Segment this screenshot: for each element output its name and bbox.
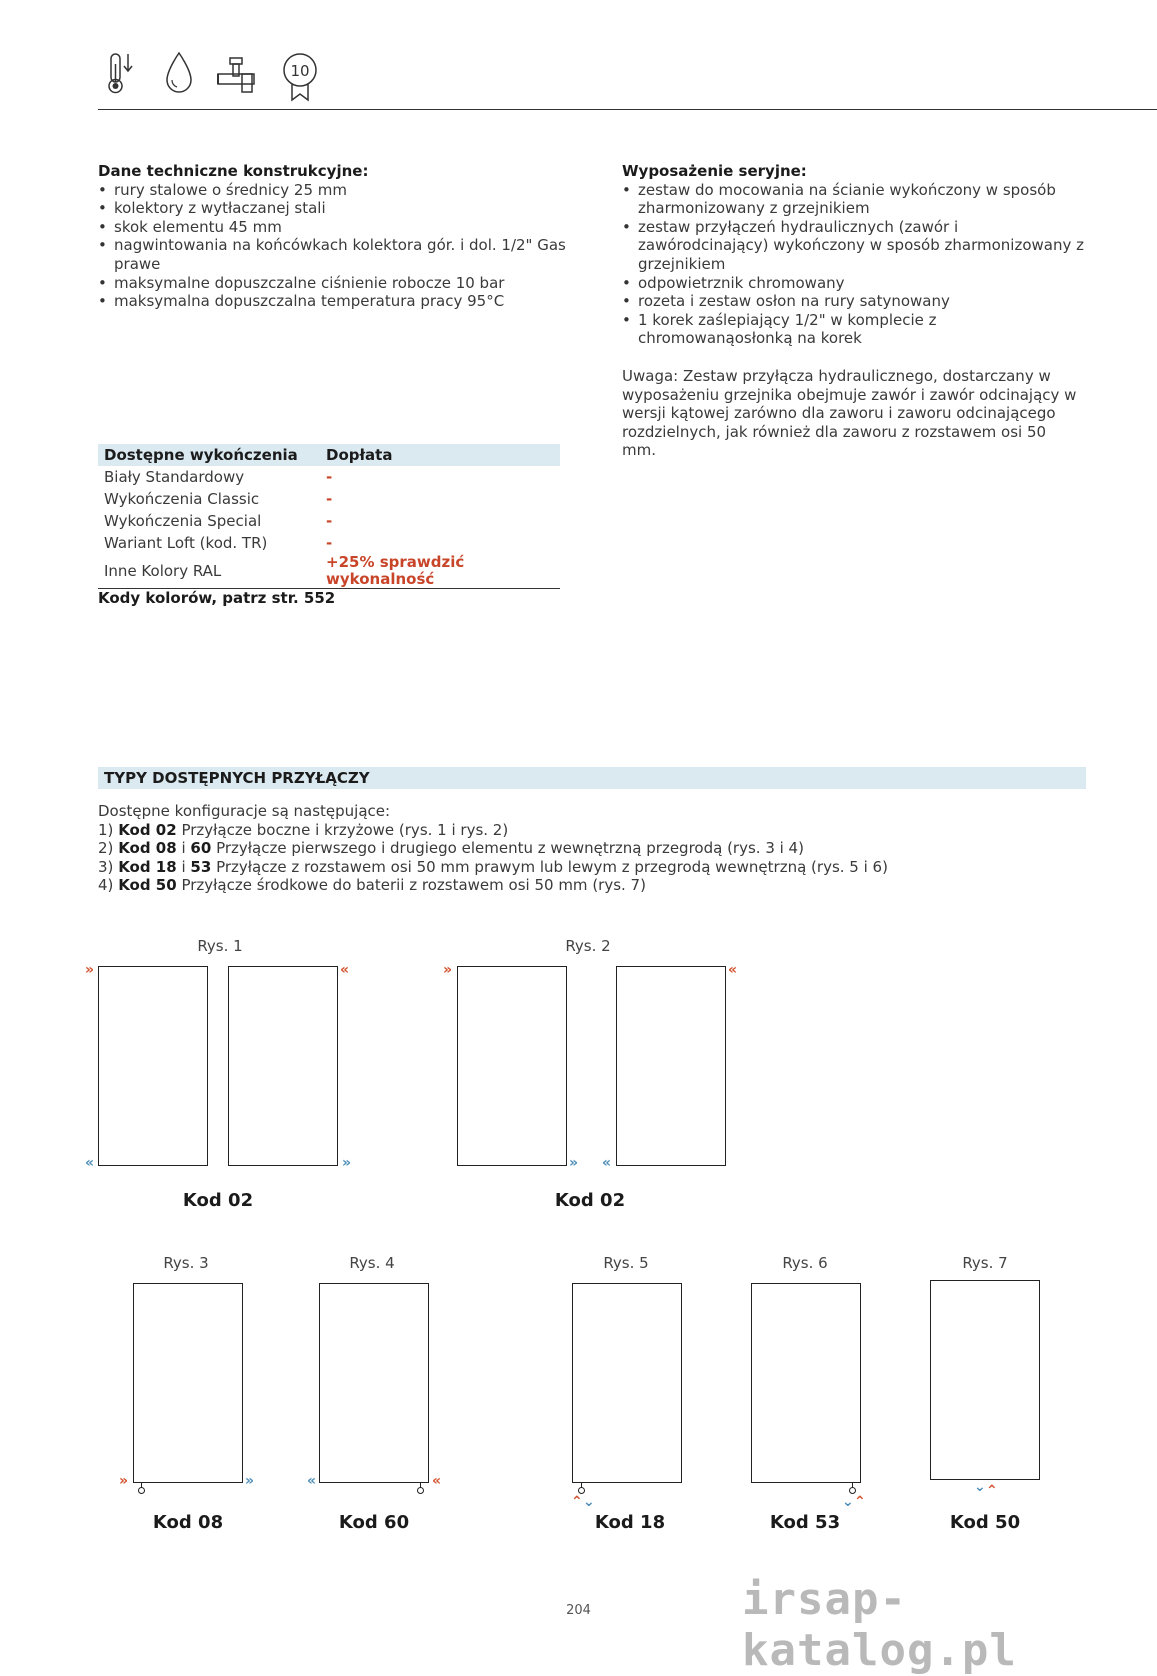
feature-icons	[98, 48, 328, 108]
line-text: Przyłącze boczne i krzyżowe (rys. 1 i rys. 2)	[181, 820, 509, 839]
figure-code-rys1: Kod 02	[182, 1190, 254, 1211]
finishes-table	[98, 444, 560, 589]
hot-inlet-icon: »	[85, 962, 95, 978]
hot-inlet-icon: »	[119, 1473, 129, 1489]
line-code-2: 53	[190, 857, 212, 876]
tech-data-section	[98, 162, 568, 311]
line-code: Kod 02	[118, 820, 177, 839]
line-number: 1)	[98, 820, 114, 839]
equipment-note: Uwaga: Zestaw przyłącza hydraulicznego, dostarczany w wyposażeniu grzejnika obejmuje zawór i zawór odcinający w wersji kątowej zarówno dla zaworu i zaworu odcinającego rozdzielnych, jak również dla zaworu z rozstawem osi 50 mm.	[622, 366, 1077, 460]
color-codes-note: Kody kolorów, patrz str. 552	[98, 589, 336, 607]
valve-icon	[849, 1487, 856, 1494]
line-code-2: 60	[190, 839, 212, 858]
finishes-table-wrap	[98, 444, 560, 607]
water-drop-icon	[162, 48, 196, 98]
line-text: Przyłącze z rozstawem osi 50 mm prawym lub lewym z przegrodą wewnętrzną (rys. 5 i 6)	[216, 857, 888, 876]
list-item: • zestaw do mocowania na ścianie wykończony w sposób zharmonizowany z grzejnikiem	[622, 181, 1084, 218]
line-code: Kod 50	[118, 876, 177, 895]
cold-outlet-icon: «	[602, 1155, 612, 1171]
valve-icon	[417, 1487, 424, 1494]
figure-label-rys5: Rys. 5	[603, 1254, 649, 1272]
hot-inlet-icon: »	[443, 962, 453, 978]
hot-inlet-icon: «	[340, 962, 350, 978]
column-header: Dopłata	[320, 444, 560, 466]
warranty-10-badge-icon	[280, 48, 320, 104]
page-number: 204	[566, 1603, 591, 1618]
list-item: • maksymalna dopuszczalna temperatura pracy 95°C	[98, 292, 568, 311]
finish-price: -	[326, 534, 333, 552]
radiator-panel	[133, 1283, 243, 1483]
finish-price: -	[326, 468, 333, 486]
list-item: • nagwintowania na końcówkach kolektora gór. i dol. 1/2" Gas prawe	[98, 236, 568, 273]
list-item: • rury stalowe o średnicy 25 mm	[98, 181, 568, 200]
finish-name: Wykończenia Special	[104, 512, 262, 530]
finish-price: -	[326, 512, 333, 530]
line-text: Przyłącze środkowe do baterii z rozstawem osi 50 mm (rys. 7)	[181, 876, 646, 895]
figure-label-rys3: Rys. 3	[163, 1254, 209, 1272]
connection-line	[98, 839, 1098, 858]
finish-price: +25% sprawdzić wykonalność	[320, 554, 560, 589]
radiator-panel	[616, 966, 726, 1166]
thermometer-down-icon	[106, 48, 136, 98]
table-row	[98, 532, 560, 554]
header-rule	[98, 109, 1157, 110]
cold-outlet-icon: »	[342, 1155, 352, 1171]
radiator-panel	[930, 1280, 1040, 1480]
watermark: irsap-katalog.pl	[742, 1574, 1017, 1676]
figure-code-rys5: Kod 18	[594, 1512, 666, 1533]
line-and: i	[181, 839, 186, 858]
column-header: Dostępne wykończenia	[98, 444, 320, 466]
table-header-row	[98, 444, 560, 466]
valve-icon	[578, 1487, 585, 1494]
cold-outlet-icon: «	[85, 1155, 95, 1171]
tech-data-title: Dane techniczne konstrukcyjne:	[98, 162, 369, 180]
list-item: • kolektory z wytłaczanej stali	[98, 199, 568, 218]
list-item: • rozeta i zestaw osłon na rury satynowany	[622, 292, 1084, 311]
connections-intro-text: Dostępne konfiguracje są następujące:	[98, 802, 391, 820]
valve-connection-icon	[216, 48, 260, 98]
list-item: • maksymalne dopuszczalne ciśnienie robocze 10 bar	[98, 274, 568, 293]
line-code: Kod 08	[118, 839, 177, 858]
valve-icon	[138, 1487, 145, 1494]
figure-label-rys4: Rys. 4	[349, 1254, 395, 1272]
figure-label-rys6: Rys. 6	[782, 1254, 828, 1272]
radiator-panel	[319, 1283, 429, 1483]
finish-name: Wariant Loft (kod. TR)	[104, 534, 268, 552]
radiator-panel	[228, 966, 338, 1166]
figure-code-rys7: Kod 50	[949, 1512, 1021, 1533]
radiator-panel	[457, 966, 567, 1166]
table-row	[98, 554, 560, 589]
cold-outlet-icon: »	[569, 1155, 579, 1171]
table-row	[98, 510, 560, 532]
equipment-list	[622, 181, 1084, 348]
hot-inlet-icon: «	[728, 962, 738, 978]
radiator-panel	[572, 1283, 682, 1483]
finish-name: Biały Standardowy	[104, 468, 245, 486]
line-number: 2)	[98, 839, 114, 858]
hot-inlet-icon: ⌃	[571, 1494, 583, 1510]
list-item: • zestaw przyłączeń hydraulicznych (zawór i zawórodcinający) wykończony w sposób zharmonizowany z grzejnikiem	[622, 218, 1084, 274]
line-and: i	[181, 857, 186, 876]
hot-inlet-icon: «	[432, 1473, 442, 1489]
table-row	[98, 466, 560, 488]
connection-line	[98, 876, 1098, 895]
connections-section-title: TYPY DOSTĘPNYCH PRZYŁĄCZY	[98, 767, 1086, 789]
figure-label-rys1: Rys. 1	[197, 937, 243, 955]
finish-price: -	[326, 490, 333, 508]
radiator-panel	[98, 966, 208, 1166]
cold-outlet-icon: «	[307, 1473, 317, 1489]
figure-code-rys6: Kod 53	[769, 1512, 841, 1533]
cold-outlet-icon: ⌄	[974, 1479, 986, 1495]
connection-line	[98, 821, 1098, 840]
line-number: 3)	[98, 857, 114, 876]
hot-inlet-icon: ⌃	[854, 1494, 866, 1510]
finish-name: Wykończenia Classic	[104, 490, 260, 508]
tech-data-list	[98, 181, 568, 311]
connection-line	[98, 858, 1098, 877]
equipment-section	[622, 162, 1084, 460]
figure-code-rys4: Kod 60	[338, 1512, 410, 1533]
cold-outlet-icon: »	[245, 1473, 255, 1489]
list-item: • odpowietrznik chromowany	[622, 274, 1084, 293]
connections-intro	[98, 802, 1098, 895]
line-code: Kod 18	[118, 857, 177, 876]
radiator-panel	[751, 1283, 861, 1483]
list-item: • skok elementu 45 mm	[98, 218, 568, 237]
figure-code-rys3: Kod 08	[152, 1512, 224, 1533]
figure-label-rys2: Rys. 2	[565, 937, 611, 955]
finish-name: Inne Kolory RAL	[98, 554, 320, 589]
cold-outlet-icon: ⌄	[583, 1494, 595, 1510]
list-item: • 1 korek zaślepiający 1/2" w komplecie z chromowanąosłonką na korek	[622, 311, 1084, 348]
hot-inlet-icon: ⌃	[986, 1483, 998, 1499]
figure-code-rys2: Kod 02	[554, 1190, 626, 1211]
line-text: Przyłącze pierwszego i drugiego elementu z wewnętrzną przegrodą (rys. 3 i 4)	[216, 839, 804, 858]
table-row	[98, 488, 560, 510]
svg-text:10: 10	[290, 62, 310, 80]
figure-label-rys7: Rys. 7	[962, 1254, 1008, 1272]
line-number: 4)	[98, 876, 114, 895]
cold-outlet-icon: ⌄	[842, 1494, 854, 1510]
equipment-title: Wyposażenie seryjne:	[622, 162, 807, 180]
